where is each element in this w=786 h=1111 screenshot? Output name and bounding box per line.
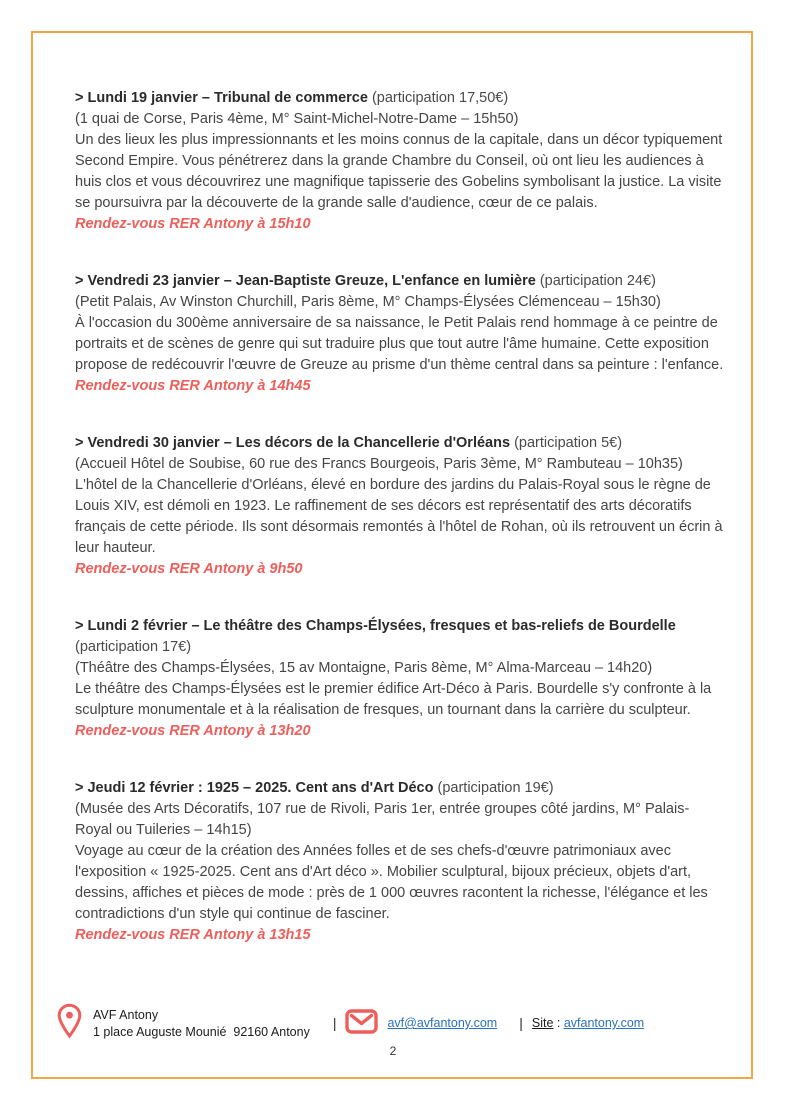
footer (57, 1003, 729, 1044)
event-meetup-line: Rendez-vous RER Antony à 9h50 (75, 561, 303, 577)
event-title: > Lundi 2 février – Le théâtre des Champs-Élysées, fresques et bas-reliefs de Bourdelle (75, 618, 676, 634)
event-cent-ans-art-deco (75, 778, 725, 946)
event-title-line (75, 88, 725, 109)
org-street-address: 1 place Auguste Mounié 92160 Antony (93, 1024, 310, 1039)
event-title: > Vendredi 30 janvier – Les décors de la Chancellerie d'Orléans (75, 435, 511, 451)
org-address-block (93, 1007, 310, 1041)
event-address: (Musée des Arts Décoratifs, 107 rue de Rivoli, Paris 1er, entrée groupes côté jardins, M° Palais-Royal ou Tuileries – 14h15) (75, 801, 690, 838)
event-greuze-enfance (75, 271, 725, 397)
event-title: > Jeudi 12 février : 1925 – 2025. Cent ans d'Art Déco (75, 780, 434, 796)
event-participation: (participation 17,50€) (371, 90, 509, 106)
event-title: > Vendredi 23 janvier – Jean-Baptiste Greuze, L'enfance en lumière (75, 273, 536, 289)
event-title-line (75, 433, 725, 454)
event-description: Un des lieux les plus impressionnants et les moins connus de la capitale, dans un décor typiquement Second Empire. Vous pénétrerez dans la grande Chambre du Conseil, où ont lieu les audiences à huis clos et vous découvrirez une magnifique tapisserie des Gobelins symbolisant la justice. La visite se poursuivra par la découverte de la grande salle d'audience, cœur de ce palais. (75, 132, 723, 211)
page-number: 2 (389, 1044, 397, 1058)
event-title-line (75, 271, 725, 292)
site-colon: : (553, 1016, 564, 1030)
org-name: AVF Antony (93, 1007, 159, 1022)
site-label: Site (531, 1016, 554, 1030)
event-title: > Lundi 19 janvier – Tribunal de commerce (75, 90, 368, 106)
event-address: (1 quai de Corse, Paris 4ème, M° Saint-Michel-Notre-Dame – 15h50) (75, 111, 519, 127)
footer-separator: | (519, 1015, 523, 1031)
event-description: À l'occasion du 300ème anniversaire de sa naissance, le Petit Palais rend hommage à ce peintre de portraits et de scènes de genre qui sut traduire plus que tout autre l'âme humaine. Cette exposition propose de redécouvrir l'œuvre de Greuze au prisme d'un thème central dans sa peinture : l'enfance. (75, 315, 724, 373)
event-participation: (participation 19€) (437, 780, 554, 796)
event-title-line (75, 778, 725, 799)
event-meetup-line: Rendez-vous RER Antony à 13h20 (75, 723, 311, 739)
email-envelope-icon (345, 1009, 378, 1039)
event-description: Le théâtre des Champs-Élysées est le premier édifice Art-Déco à Paris. Bourdelle s'y confronte à la sculpture monumentale et à la réalisation de fresques, un tournant dans la carrière du sculpteur. (75, 681, 712, 718)
event-tribunal-de-commerce (75, 88, 725, 235)
site-link[interactable]: avfantony.com (563, 1016, 645, 1030)
event-description: (Accueil Hôtel de Soubise, 60 rue des Francs Bourgeois, Paris 3ème, M° Rambuteau – 10h35) L'hôtel de la Chancellerie d'Orléans, élevé en bordure des jardins du Palais-Royal sous le règne de Louis XIV, est démoli en 1923. Le raffinement de ses décors est représentatif des arts décoratifs français de cette période. Ils sont désormais remontés à l'hôtel de Rohan, où ils retrouvent un écrin à leur hauteur. (75, 456, 723, 556)
event-address: (Petit Palais, Av Winston Churchill, Paris 8ème, M° Champs-Élysées Clémenceau – 15h30) (75, 294, 661, 310)
event-participation: (participation 17€) (75, 639, 192, 655)
event-meetup-line: Rendez-vous RER Antony à 14h45 (75, 378, 311, 394)
event-description: Voyage au cœur de la création des Années folles et de ses chefs-d'œuvre patrimoniaux avec l'exposition « 1925-2025. Cent ans d'Art déco ». Mobilier sculptural, bijoux précieux, objets d'art, dessins, affiches et pièces de mode : près de 1 000 œuvres racontent la richesse, l'élégance et les contradictions d'un style qui continue de fasciner. (75, 843, 708, 922)
event-address: (Théâtre des Champs-Élysées, 15 av Montaigne, Paris 8ème, M° Alma-Marceau – 14h20) (75, 660, 653, 676)
event-participation: (participation 24€) (539, 273, 656, 289)
events-list (75, 88, 725, 982)
email-link[interactable]: avf@avfantony.com (387, 1016, 498, 1030)
event-meetup-line: Rendez-vous RER Antony à 15h10 (75, 216, 311, 232)
location-pin-icon (57, 1003, 82, 1044)
site-block (532, 1015, 644, 1032)
event-theatre-champs-elysees (75, 616, 725, 742)
event-title-line (75, 616, 725, 637)
event-meetup-line: Rendez-vous RER Antony à 13h15 (75, 927, 311, 943)
event-participation: (participation 5€) (514, 435, 623, 451)
event-chancellerie-orleans (75, 433, 725, 580)
footer-separator: | (332, 1015, 337, 1031)
